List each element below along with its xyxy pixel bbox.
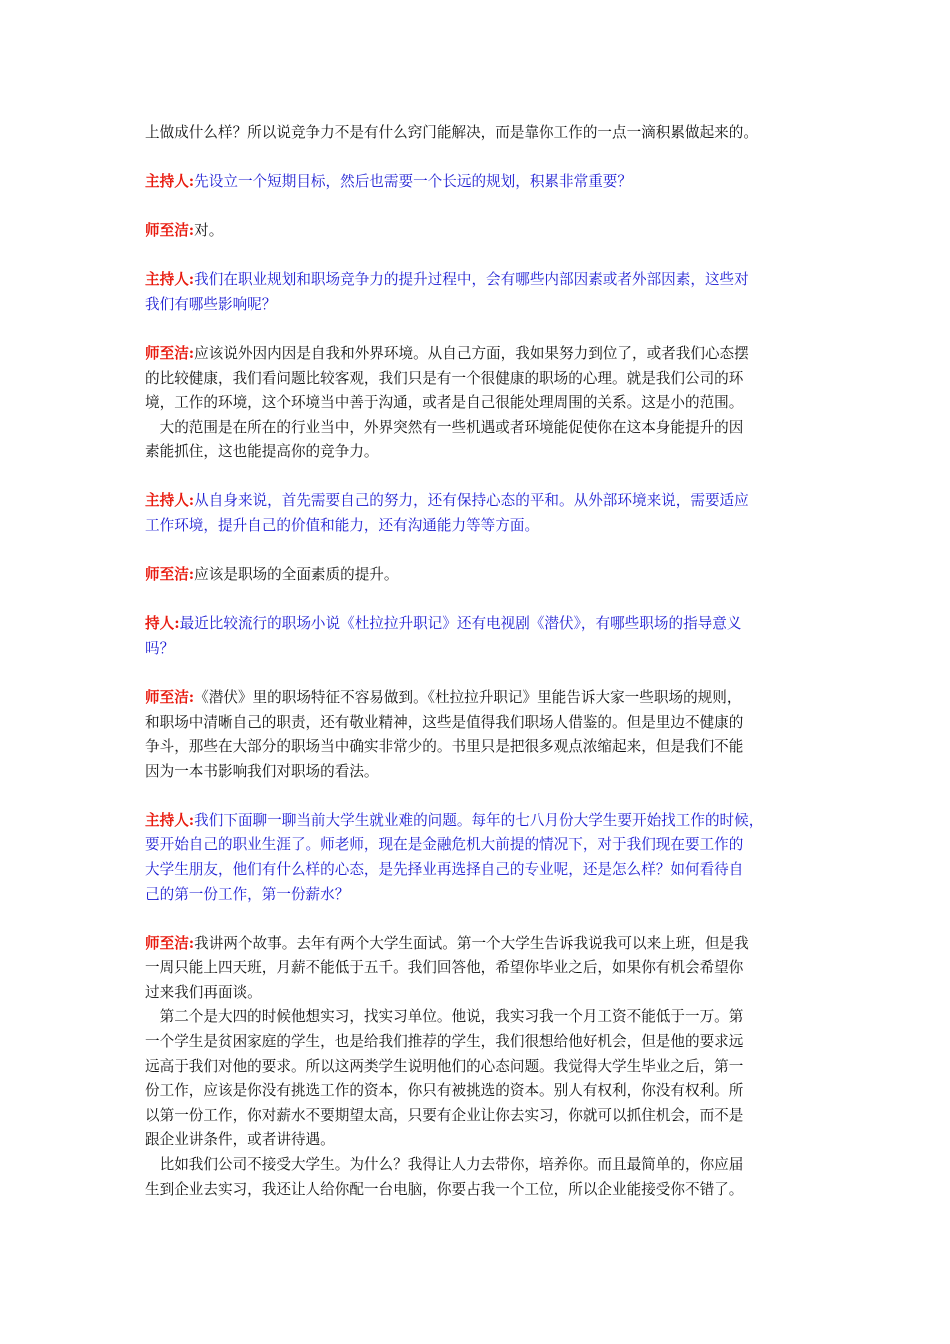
host-question-block — [145, 489, 815, 538]
line-text: 生到企业去实习，我还让人给你配一台电脑，你要占我一个工位，所以企业能接受你不错了。 — [145, 1180, 744, 1198]
line-text: 以第一份工作，你对薪水不要期望太高，只要有企业让你去实习，你就可以抓住机会，而不是 — [145, 1106, 744, 1124]
host-question-block — [145, 170, 815, 195]
paragraph-line — [145, 1030, 815, 1055]
line-text: 对。 — [194, 222, 224, 240]
line-text: 先设立一个短期目标，然后也需要一个长远的规划，积累非常重要？ — [194, 173, 632, 191]
speaker-label: 主持人: — [145, 173, 195, 191]
line-text: 最近比较流行的职场小说《杜拉拉升职记》还有电视剧《潜伏》，有哪些职场的指导意义 — [179, 615, 742, 633]
host-question-block — [145, 268, 815, 317]
line-text: 上做成什么样？所以说竞争力不是有什么窍门能解决，而是靠你工作的一点一滴积累做起来的。 — [145, 124, 758, 141]
line-text: 的比较健康，我们看问题比较客观，我们只是有一个很健康的职场的心理。就是我们公司的环 — [145, 369, 744, 387]
paragraph-line — [145, 833, 815, 858]
line-text: 比如我们公司不接受大学生。为什么？我得让人力去带你，培养你。而且最简单的，你应届 — [145, 1156, 744, 1173]
paragraph-line — [145, 563, 815, 588]
line-text: 要开始自己的职业生涯了。师老师，现在是金融危机大前提的情况下，对于我们现在要工作的 — [145, 836, 744, 854]
guest-answer-block — [145, 686, 815, 784]
speaker-label: 师至洁: — [145, 566, 195, 584]
paragraph-line — [145, 416, 815, 441]
guest-answer-block — [145, 121, 815, 146]
paragraph-line — [145, 956, 815, 981]
paragraph-line — [145, 637, 815, 662]
line-text: 和职场中清晰自己的职责，还有敬业精神，这些是值得我们职场人借鉴的。但是里边不健康的 — [145, 713, 744, 731]
line-text: 一个学生是贫困家庭的学生，也是给我们推荐的学生，我们很想给他好机会，但是他的要求远 — [145, 1033, 744, 1051]
paragraph-line — [145, 1128, 815, 1153]
line-text: 跟企业讲条件，或者讲待遇。 — [145, 1131, 335, 1149]
line-text: 己的第一份工作，第一份薪水？ — [145, 885, 350, 903]
paragraph-line — [145, 981, 815, 1006]
paragraph-line — [145, 1178, 815, 1203]
paragraph-line — [145, 711, 815, 736]
paragraph-line — [145, 342, 815, 367]
line-text: 份工作，应该是你没有挑选工作的资本，你只有被挑选的资本。别人有权利，你没有权利。所 — [145, 1082, 744, 1100]
paragraph-line — [145, 440, 815, 465]
interview-transcript — [145, 121, 815, 1227]
line-text: 大学生朋友，他们有什么样的心态，是先择业再选择自己的专业呢，还是怎么样？如何看待自 — [145, 860, 744, 878]
speaker-label: 师至洁: — [145, 934, 195, 952]
line-text: 吗？ — [145, 639, 175, 657]
paragraph-line — [145, 932, 815, 957]
line-text: 过来我们再面谈。 — [145, 983, 262, 1001]
host-question-block — [145, 612, 815, 661]
paragraph-line — [145, 489, 815, 514]
line-text: 争斗，那些在大部分的职场当中确实非常少的。书里只是把很多观点浓缩起来，但是我们不能 — [145, 738, 744, 756]
guest-answer-block — [145, 932, 815, 1203]
line-text: 一周只能上四天班，月薪不能低于五千。我们回答他，希望你毕业之后，如果你有机会希望你 — [145, 959, 744, 977]
paragraph-line — [145, 1055, 815, 1080]
line-text: 境，工作的环境，这个环境当中善于沟通，或者是自己很能处理周围的关系。这是小的范围。 — [145, 394, 744, 412]
line-text: 远高于我们对他的要求。所以这两类学生说明他们的心态问题。我觉得大学生毕业之后，第一 — [145, 1057, 744, 1075]
line-text: 因为一本书影响我们对职场的看法。 — [145, 762, 379, 780]
line-text: 应该是职场的全面素质的提升。 — [194, 566, 399, 584]
paragraph-line — [145, 1104, 815, 1129]
host-question-block — [145, 809, 815, 907]
speaker-label: 师至洁: — [145, 344, 195, 362]
line-text: 工作环境，提升自己的价值和能力，还有沟通能力等等方面。 — [145, 517, 540, 535]
paragraph-line — [145, 219, 815, 244]
line-text: 我讲两个故事。去年有两个大学生面试。第一个大学生告诉我说我可以来上班，但是我 — [194, 934, 749, 952]
paragraph-line — [145, 1153, 815, 1178]
paragraph-line — [145, 514, 815, 539]
speaker-label: 主持人: — [145, 492, 195, 510]
guest-answer-block — [145, 342, 815, 465]
speaker-label: 主持人: — [145, 811, 195, 829]
line-text: 素能抓住，这也能提高你的竞争力。 — [145, 443, 379, 461]
paragraph-line — [145, 1005, 815, 1030]
line-text: 应该说外因内因是自我和外界环境。从自己方面，我如果努力到位了，或者我们心态摆 — [194, 344, 749, 362]
paragraph-line — [145, 809, 815, 834]
paragraph-line — [145, 121, 815, 146]
paragraph-line — [145, 367, 815, 392]
paragraph-line — [145, 391, 815, 416]
line-text: 我们下面聊一聊当前大学生就业难的问题。每年的七八月份大学生要开始找工作的时候， — [194, 811, 764, 829]
speaker-label: 主持人: — [145, 271, 195, 289]
line-text: 我们有哪些影响呢？ — [145, 295, 277, 313]
speaker-label: 师至洁: — [145, 222, 195, 240]
paragraph-line — [145, 760, 815, 785]
line-text: 《潜伏》里的职场特征不容易做到。《杜拉拉升职记》里能告诉大家一些职场的规则， — [194, 688, 742, 706]
line-text: 我们在职业规划和职场竞争力的提升过程中，会有哪些内部因素或者外部因素，这些对 — [194, 271, 749, 289]
line-text: 大的范围是在所在的行业当中，外界突然有一些机遇或者环境能促使你在这本身能提升的因 — [145, 418, 744, 436]
line-text: 第二个是大四的时候他想实习，找实习单位。他说，我实习我一个月工资不能低于一万。第 — [145, 1008, 744, 1026]
paragraph-line — [145, 686, 815, 711]
guest-answer-block — [145, 563, 815, 588]
paragraph-line — [145, 1079, 815, 1104]
paragraph-line — [145, 612, 815, 637]
paragraph-line — [145, 883, 815, 908]
speaker-label: 持人: — [145, 615, 180, 633]
paragraph-line — [145, 268, 815, 293]
paragraph-line — [145, 735, 815, 760]
speaker-label: 师至洁: — [145, 688, 195, 706]
paragraph-line — [145, 170, 815, 195]
paragraph-line — [145, 293, 815, 318]
line-text: 从自身来说，首先需要自己的努力，还有保持心态的平和。从外部环境来说，需要适应 — [194, 492, 749, 510]
paragraph-line — [145, 858, 815, 883]
guest-answer-block — [145, 219, 815, 244]
